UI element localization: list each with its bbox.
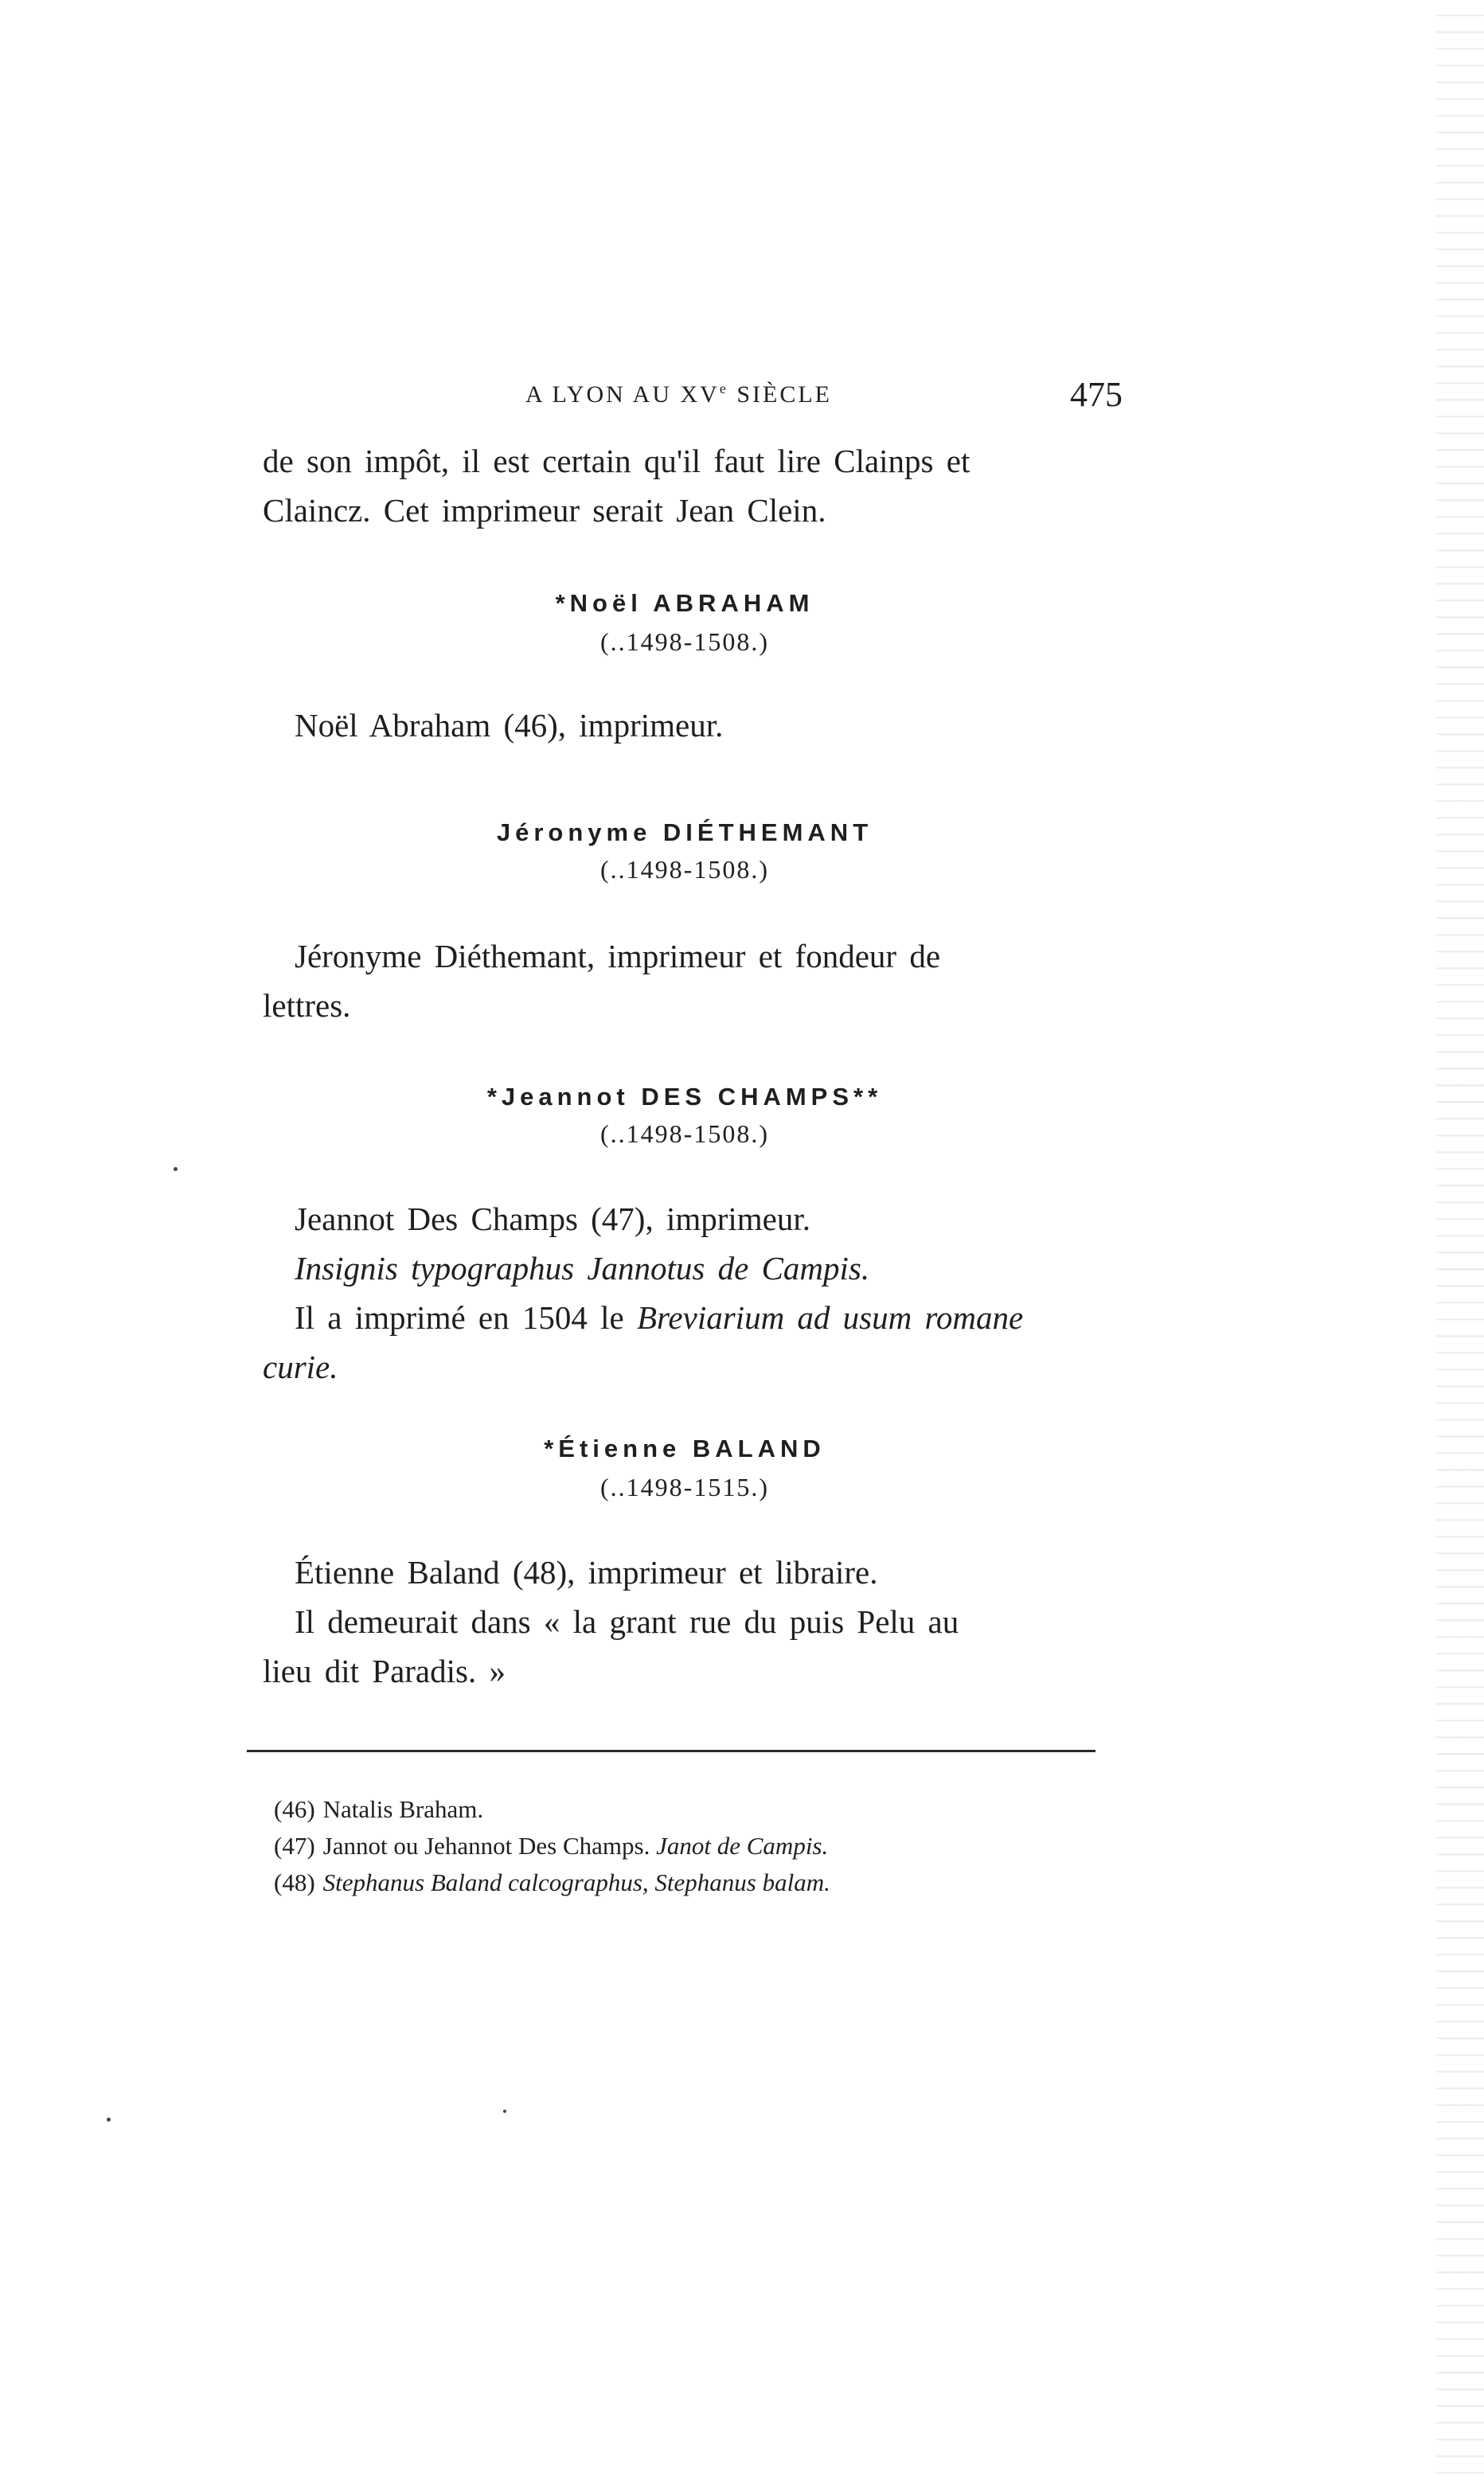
footnote-47: (47) Jannot ou Jehannot Des Champs. Janot de Campis.	[274, 1832, 829, 1860]
entry-text-abraham	[263, 701, 1138, 750]
entry-text-diethemant	[263, 931, 1107, 1030]
page-number: 475	[1070, 375, 1123, 414]
entry-heading-diethemant: Jéronyme DIÉTHEMANT	[496, 818, 873, 846]
running-head-title: A LYON AU XVe SIÈCLE	[525, 381, 833, 408]
entry-dates-des-champs: (..1498-1508.)	[600, 1119, 769, 1148]
footnote-46: (46) Natalis Braham.	[274, 1795, 484, 1823]
italic-line: curie.	[263, 1349, 338, 1385]
entry-text-baland	[263, 1548, 1107, 1696]
text-line: lettres.	[263, 987, 351, 1024]
text-line: Étienne Baland (48), imprimeur et libraire.	[295, 1554, 878, 1591]
text-line: Noël Abraham (46), imprimeur.	[295, 707, 724, 744]
scan-edge-texture	[1436, 0, 1484, 2487]
text-line: lieu dit Paradis. »	[263, 1653, 506, 1689]
text-line: Jéronyme Diéthemant, imprimeur et fondeur de	[295, 938, 941, 974]
text-line: Jeannot Des Champs (47), imprimeur.	[295, 1201, 811, 1237]
text-line: Claincz. Cet imprimeur serait Jean Clein.	[263, 492, 826, 529]
running-head	[255, 374, 1123, 422]
text-line: Il demeurait dans « la grant rue du puis Pelu au	[295, 1603, 959, 1640]
entry-heading-abraham: *Noël ABRAHAM	[555, 589, 814, 617]
footnote-48: (48) Stephanus Baland calcographus, Stephanus balam.	[274, 1868, 830, 1896]
italic-line: Insignis typographus Jannotus de Campis.	[295, 1250, 870, 1286]
text-line: de son impôt, il est certain qu'il faut lire Clainps et	[263, 443, 970, 479]
intro-paragraph	[263, 436, 1107, 535]
text-line: Il a imprimé en 1504 le Breviarium ad usum romane	[295, 1299, 1024, 1336]
scan-speck	[174, 1167, 178, 1171]
entry-dates-baland: (..1498-1515.)	[600, 1473, 769, 1501]
scan-speck	[107, 2118, 111, 2122]
entry-dates-abraham: (..1498-1508.)	[600, 627, 769, 656]
footnote-rule	[247, 1750, 1095, 1752]
entry-dates-diethemant: (..1498-1508.)	[600, 855, 769, 884]
scan-speck	[503, 2110, 506, 2113]
entry-text-des-champs	[263, 1194, 1107, 1392]
entry-heading-des-champs: *Jeannot DES CHAMPS**	[486, 1083, 883, 1111]
entry-heading-baland: *Étienne BALAND	[544, 1435, 826, 1462]
footnotes	[274, 1791, 1102, 1901]
